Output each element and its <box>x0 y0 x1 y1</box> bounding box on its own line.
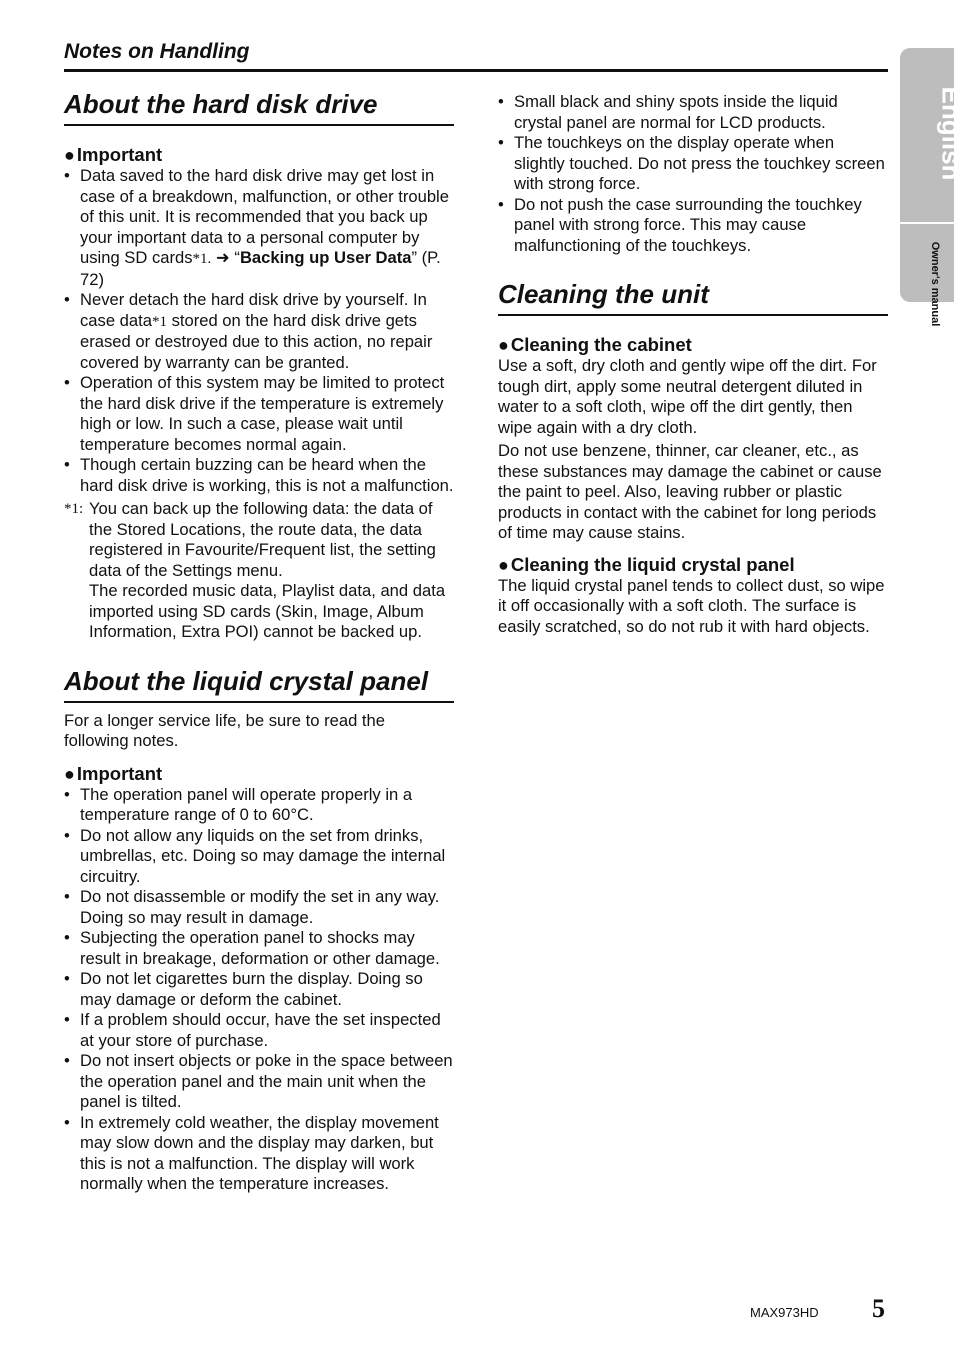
section-title-lcd: About the liquid crystal panel <box>64 659 454 703</box>
bullet-dot-icon: ● <box>498 335 509 355</box>
bullet-dot-icon: ● <box>64 763 75 784</box>
list-item: • If a problem should occur, have the set inspected at your store of purchase. <box>64 1010 454 1051</box>
page-header-title: Notes on Handling <box>64 40 250 63</box>
cabinet-heading <box>498 334 888 356</box>
list-item: • Do not insert objects or poke in the space between the operation panel and the main unit when the panel is tilted. <box>64 1051 454 1113</box>
footnote <box>64 499 454 643</box>
important-label: Important <box>76 144 163 165</box>
model-number: MAX973HD <box>750 1305 819 1320</box>
list-item <box>64 290 454 373</box>
cabinet-paragraph-2: Do not use benzene, thinner, car cleaner, etc., as these substances may damage the cabinet or cause the paint to peel. Also, leaving rubber or plastic products in contact with the cabinet for long periods of time may cause stains. <box>498 441 882 542</box>
hdd-notes-list <box>64 166 454 496</box>
section-title-cleaning: Cleaning the unit <box>498 272 888 316</box>
cross-reference-page: ” (P. 72) <box>80 248 441 289</box>
list-item: • Though certain buzzing can be heard when the hard disk drive is working, this is not a malfunction. <box>64 455 454 496</box>
page-number: 5 <box>872 1294 885 1323</box>
list-item: • Do not push the case surrounding the touchkey panel with strong force. This may cause malfunctioning of the touchkeys. <box>498 195 888 257</box>
bullet-dot-icon: ● <box>498 554 509 575</box>
list-item: • Subjecting the operation panel to shocks may result in breakage, deformation or other damage. <box>64 928 454 969</box>
footnote-ref: *1. <box>192 251 212 267</box>
manual-label: Owner's manual <box>929 241 941 327</box>
cabinet-paragraph-1: Use a soft, dry cloth and gently wipe off the dirt. For tough dirt, apply some neutral detergent diluted in water to a soft cloth, wipe off the dirt gently, then wipe again with a dry cloth. <box>498 356 877 437</box>
important-heading-lcd <box>64 763 454 785</box>
list-item: • Small black and shiny spots inside the liquid crystal panel are normal for LCD products. <box>498 92 888 133</box>
lcd-notes-list-continued <box>498 92 888 256</box>
lcd-intro: For a longer service life, be sure to read the following notes. <box>64 710 385 750</box>
side-tab-separator <box>900 222 954 224</box>
footnote-paragraph-2: The recorded music data, Playlist data, and data imported using SD cards (Skin, Image, Album Information, Extra POI) cannot be backed up. <box>89 581 446 641</box>
hdd-note-1-text: Data saved to the hard disk drive may get lost in case of a breakdown, malfunction, or other trouble of this unit. It is recommended that you back up your important data to a personal computer by using SD cards <box>80 166 449 267</box>
header-rule <box>64 69 888 72</box>
footnote-ref: *1 <box>151 313 167 330</box>
list-item: • The touchkeys on the display operate when slightly touched. Do not press the touchkey screen with strong force. <box>498 133 888 195</box>
panel-heading-label: Cleaning the liquid crystal panel <box>510 553 795 575</box>
panel-paragraph: The liquid crystal panel tends to collect dust, so wipe it off occasionally with a soft cloth. The surface is easily scratched, so do not rub it with hard objects. <box>498 575 885 636</box>
list-item: • Do not disassemble or modify the set in any way. Doing so may result in damage. <box>64 887 454 928</box>
language-side-tab <box>900 48 967 327</box>
lcd-notes-list <box>64 785 454 1195</box>
right-column <box>498 92 888 637</box>
footnote-mark: *1: <box>64 501 84 517</box>
panel-heading <box>498 554 888 576</box>
language-label: English <box>936 86 967 181</box>
arrow-icon: ➜ “ <box>215 248 240 267</box>
important-heading-hdd <box>64 144 454 166</box>
cross-reference-link[interactable]: Backing up User Data <box>239 248 412 267</box>
list-item: • Do not allow any liquids on the set from drinks, umbrellas, etc. Doing so may damage the internal circuitry. <box>64 826 454 888</box>
section-title-hdd: About the hard disk drive <box>64 82 454 126</box>
list-item: • In extremely cold weather, the display movement may slow down and the display may darken, but this is not a malfunction. The display will work normally when the temperature increases. <box>64 1113 454 1195</box>
hdd-note-2-text: Never detach the hard disk drive by yourself. In case data <box>80 290 427 330</box>
list-item: • The operation panel will operate properly in a temperature range of 0 to 60°C. <box>64 785 454 826</box>
list-item: • Operation of this system may be limited to protect the hard disk drive if the temperature is extremely high or low. In such a case, please wait until temperature becomes normal again. <box>64 373 454 455</box>
left-column <box>64 82 454 1195</box>
important-label: Important <box>76 762 163 784</box>
hdd-note-2-text-cont: stored on the hard disk drive gets erased or destroyed due to this action, no repair covered by warranty can be granted. <box>80 310 433 372</box>
footnote-paragraph-1: You can back up the following data: the data of the Stored Locations, the route data, the data registered in Favourite/Frequent list, the setting data of the Settings menu. <box>89 499 436 580</box>
bullet-dot-icon: ● <box>64 145 75 165</box>
cabinet-heading-label: Cleaning the cabinet <box>510 334 692 355</box>
list-item: • Do not let cigarettes burn the display. Doing so may damage or deform the cabinet. <box>64 969 454 1010</box>
list-item <box>64 166 454 290</box>
